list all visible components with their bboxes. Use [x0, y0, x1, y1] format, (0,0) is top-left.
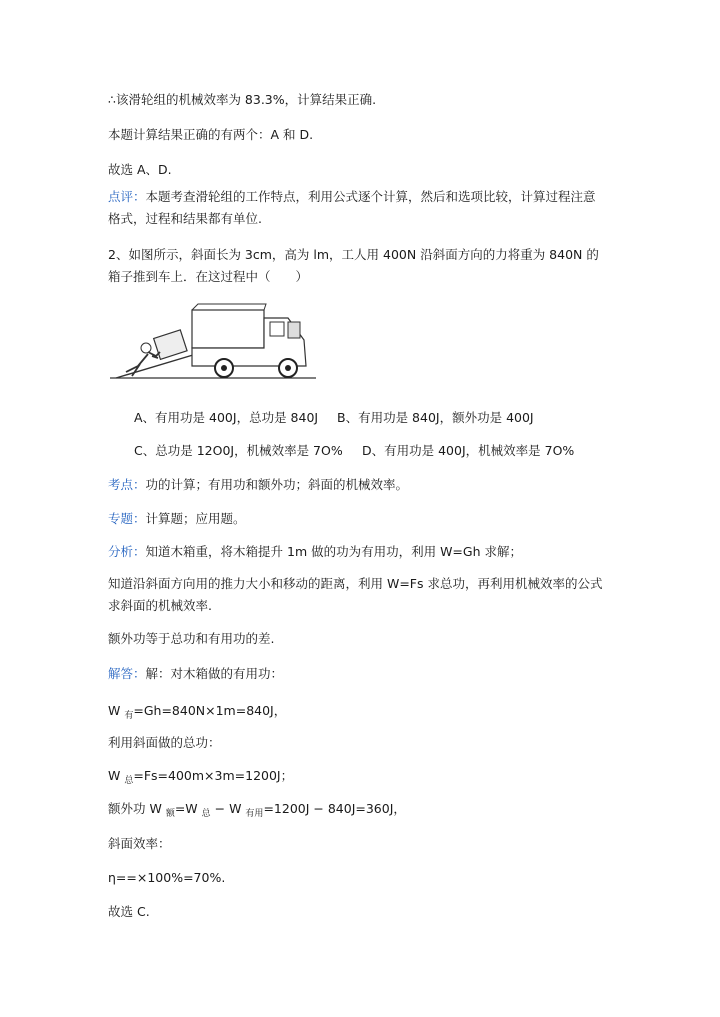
jieda-tag: 解答：: [108, 666, 146, 681]
option-a: A、有用功是 400J，总功是 840J: [134, 410, 319, 425]
jieda-text: 解：对木箱做的有用功：: [145, 666, 284, 681]
option-b: B、有用功是 840J，额外功是 400J: [337, 410, 534, 425]
efficiency-intro: 斜面效率：: [108, 836, 171, 851]
review-tag: 点评：: [108, 189, 146, 204]
formula-total-work: W $_总$=Fs=400m×3m=1200J；: [108, 768, 294, 786]
fenxi-line: [108, 544, 522, 560]
zhuanti-tag: 专题：: [108, 511, 146, 526]
final-answer: 故选 C.: [108, 904, 150, 919]
kaodian-text: 功的计算；有用功和额外功；斜面的机械效率。: [145, 477, 409, 492]
formula-useful-work: W $_有$=Gh=840N×1m=840J，: [108, 703, 287, 721]
question-2: 2、如图所示，斜面长为 3cm，高为 lm，工人用 400N 沿斜面方向的力将重为 840N 的箱子推到车上．在这过程中（ ）: [108, 247, 599, 284]
text-line-correct-count: 本题计算结果正确的有两个：A 和 D.: [108, 127, 314, 142]
zhuanti-line: [108, 511, 246, 527]
formula-efficiency: η==×100%=70%.: [108, 870, 226, 885]
text-line-answer-ad: 故选 A、D.: [108, 162, 172, 177]
text-line-efficiency: ∴该滑轮组的机械效率为 83.3%，计算结果正确.: [108, 92, 377, 107]
fenxi-line-3: 额外功等于总功和有用功的差.: [108, 631, 275, 646]
kaodian-line: [108, 477, 408, 493]
kaodian-tag: 考点：: [108, 477, 146, 492]
zhuanti-text: 计算题；应用题。: [145, 511, 246, 526]
fenxi-line-2: 知道沿斜面方向用的推力大小和移动的距离，利用 W=Fs 求总功，再利用机械效率的公式求斜面的机械效率.: [108, 576, 603, 613]
option-d: D、有用功是 400J，机械效率是 7O%: [362, 443, 575, 458]
option-c: C、总功是 12O0J，机械效率是 7O%: [134, 443, 343, 458]
fenxi-tag: 分析：: [108, 544, 146, 559]
review-block: [108, 186, 608, 230]
total-work-intro: 利用斜面做的总功：: [108, 735, 221, 750]
formula-extra-work: 额外功 W $_额$=W $_总$ − W $_{有用}$=1200J − 840J=360J，: [108, 801, 406, 819]
review-text: 本题考查滑轮组的工作特点，利用公式逐个计算，然后和选项比较，计算过程注意格式，过程和结果都有单位.: [108, 189, 596, 226]
fenxi-text: 知道木箱重，将木箱提升 1m 做的功为有用功，利用 W=Gh 求解；: [145, 544, 522, 559]
truck-ramp-figure: [108, 300, 318, 390]
jieda-line: [108, 666, 283, 682]
